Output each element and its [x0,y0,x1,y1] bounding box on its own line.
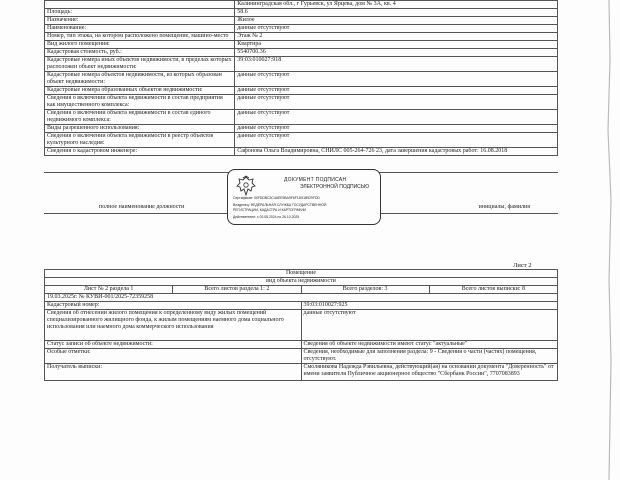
table-row [45,57,558,72]
object-characteristics-table [44,0,558,156]
table-row [45,41,558,49]
row-value: данные отсутствуют [235,110,558,125]
row-label: Сведения о включении объекта недвижимости в состав предприятия как имущественного комплекса: [45,95,235,110]
row-label: Кадастровая стоимость, руб.: [45,49,235,57]
row-value: данные отсутствуют [235,87,558,95]
row-label: Кадастровые номера образованных объектов недвижимости: [45,87,235,95]
name-caption: инициалы, фамилия [478,204,530,210]
table-row [45,364,558,381]
object-type-subtitle: вид объекта недвижимости [45,278,558,286]
stamp-validity: Действителен: с 02.08.2024 по 26.10.2025 [233,215,300,219]
row-value: данные отсутствуют [235,25,558,33]
row-label: Кадастровый номер: [45,302,302,310]
position-caption: полное наименование должности [99,204,185,210]
info-cell: Лист № 2 раздела 1 [45,286,173,294]
row-value: 39:03:010027:925 [301,302,558,310]
row-label: Особые отметки: [45,349,302,364]
table-row [45,148,558,156]
row-value: Жилое [235,17,558,25]
row-value: Квартира [235,41,558,49]
table-row [45,87,558,95]
row-label: Кадастровые номера иных объектов недвижимости, в пределах которых расположен объект недвижимости: [45,57,235,72]
table-row [45,95,558,110]
row-label: Сведения о кадастровом инженере: [45,148,235,156]
row-value: Сафонова Ольга Владимировна, СНИЛС 005-264-726 23, дата завершения кадастровых работ: 16.08.2018 [235,148,558,156]
row-value: Калининградская обл., г Гурьевск, ул Ярцева, дом № 3А, кв. 4 [235,1,558,9]
table-row [45,110,558,125]
table-row [45,17,558,25]
signature-row [44,172,558,219]
row-value: данные отсутствуют [235,72,558,87]
table-row [45,125,558,133]
table-row [45,9,558,17]
row-label: Назначение: [45,17,235,25]
table-row [45,49,558,57]
electronic-signature-stamp [227,169,381,225]
table-row [45,1,558,9]
stamp-subtitle: ЭЛЕКТРОННОЙ ПОДПИСЬЮ [300,184,370,190]
table-row [45,33,558,41]
row-label: Виды разрешенного использования: [45,125,235,133]
row-value: Сведения об объекте недвижимости имеют статус "актуальные" [301,341,558,349]
row-value: 5540700.36 [235,49,558,57]
object-type-title: Помещение [45,270,558,278]
coat-of-arms-icon [234,174,258,198]
table-row [45,341,558,349]
row-value: 58.6 [235,9,558,17]
table-row [45,25,558,33]
row-label: Наименование: [45,25,235,33]
row-label: Получатель выписки: [45,364,302,381]
table-row [45,133,558,148]
stamp-title: ДОКУМЕНТ ПОДПИСАН [284,177,347,183]
info-cell: Всего листов выписки: 8 [429,286,557,294]
table-row [45,302,558,310]
row-value: данные отсутствуют [235,133,558,148]
table-row [45,310,558,341]
table-row [45,349,558,364]
row-label: Сведения об отнесении жилого помещения к определенному виду жилых помещений специализированного жилищного фонда, к жилым помещениям наемного дома социального использования или наемного дома коммерческого использования [45,310,302,341]
row-label: Статус записи об объекте недвижимости: [45,341,302,349]
row-label: Вид жилого помещения: [45,41,235,49]
row-value: Этаж № 2 [235,33,558,41]
row-label: Номер, тип этажа, на котором расположено помещение, машино-место [45,33,235,41]
row-value: Смоляникова Надежда Рэвильевна, действующий(ая) на основании документа "Доверенность" от имени заявителя Публичное акционерное общество "Сбербанк России", 7707083893 [301,364,558,381]
row-label: Площадь: [45,9,235,17]
row-value: данные отсутствуют [235,95,558,110]
row-value: Сведения, необходимые для заполнения раздела: 9 - Сведения о части (частях) помещения, отсутствуют. [301,349,558,364]
row-value: данные отсутствуют [235,125,558,133]
stamp-certificate: Сертификат: 00FDDBC3C4AEE9BA9F6F1D51B929FDD [233,196,320,200]
table-row [45,72,558,87]
row-label: Сведения о включении объекта недвижимости в реестр объектов культурного наследия: [45,133,235,148]
page-edge-shadow [605,0,615,480]
sheet2-table [44,269,558,381]
row-label: Кадастровые номера объектов недвижимости, из которых образован объект недвижимости: [45,72,235,87]
row-label: Сведения о включении объекта недвижимости в состав единого недвижимого комплекса: [45,110,235,125]
row-value: 39:03:010027:918 [235,57,558,72]
row-value: данные отсутствуют [301,310,558,341]
info-cell: Всего листов раздела 1: 2 [173,286,301,294]
sheet-number: Лист 2 [513,262,532,269]
row-label [45,1,235,9]
stamp-owner: Владелец: ФЕДЕРАЛЬНАЯ СЛУЖБА ГОСУДАРСТВЕННОЙ [233,203,327,207]
stamp-owner-line2: РЕГИСТРАЦИИ, КАДАСТРА И КАРТОГРАФИИ [233,208,306,212]
date-and-number: 19.03.2025г. № КУВИ-001/2025-72359258 [45,294,558,302]
info-cell: Всего разделов: 3 [301,286,429,294]
